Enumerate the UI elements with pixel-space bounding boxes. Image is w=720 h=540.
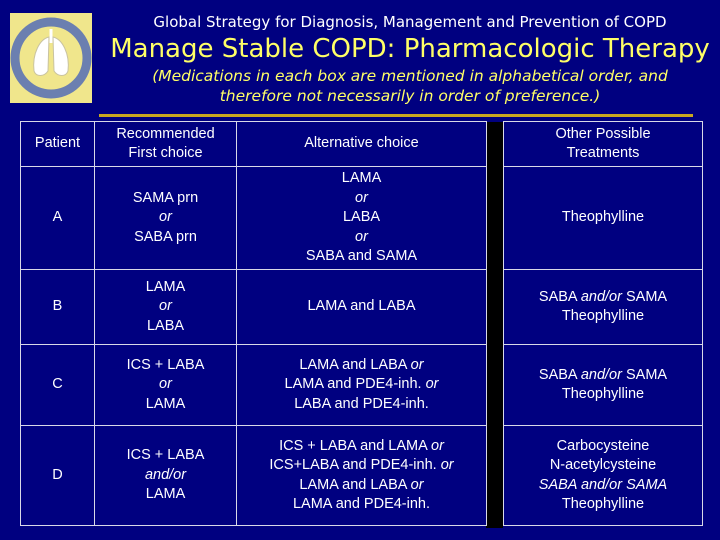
cell-text: LAMA bbox=[341, 170, 382, 187]
cell-other bbox=[504, 270, 703, 345]
cell-text: LAMA and LABA bbox=[299, 476, 411, 493]
table-row bbox=[21, 345, 703, 426]
cell-line bbox=[241, 456, 482, 476]
cell-line bbox=[508, 208, 698, 228]
cell-text: Theophylline bbox=[561, 209, 645, 226]
cell-first-choice bbox=[95, 426, 237, 526]
cell-line bbox=[99, 485, 232, 505]
col-gap bbox=[487, 122, 504, 167]
cell-connector: or bbox=[431, 437, 444, 454]
cell-line bbox=[99, 297, 232, 317]
cell-alternative bbox=[237, 345, 487, 426]
cell-text: SAMA bbox=[621, 366, 668, 383]
cell-text: LABA and PDE4-inh. bbox=[294, 395, 429, 412]
cell-first-choice bbox=[95, 270, 237, 345]
cell-text: ICS + LABA and LAMA bbox=[279, 437, 432, 454]
col-gap bbox=[487, 426, 504, 526]
col-header-other bbox=[504, 122, 703, 167]
cell-text: ICS+LABA and PDE4-inh. bbox=[269, 457, 441, 473]
col-gap bbox=[487, 345, 504, 426]
cell-patient: A bbox=[21, 167, 95, 270]
table-header-row bbox=[21, 122, 703, 167]
cell-line bbox=[99, 317, 232, 337]
cell-text: Theophylline bbox=[561, 496, 645, 512]
cell-connector: and/or bbox=[580, 366, 622, 383]
table-row bbox=[21, 270, 703, 345]
cell-text: SABA bbox=[538, 366, 581, 383]
cell-line bbox=[508, 385, 698, 405]
cell-line bbox=[241, 375, 482, 395]
cell-line bbox=[99, 356, 232, 376]
col-gap bbox=[487, 270, 504, 345]
cell-line bbox=[99, 395, 232, 415]
cell-line bbox=[241, 356, 482, 376]
cell-line bbox=[241, 395, 482, 415]
cell-line bbox=[241, 437, 482, 457]
cell-line bbox=[508, 456, 698, 476]
table-row bbox=[21, 167, 703, 270]
cell-first-choice bbox=[95, 167, 237, 270]
cell-text: LAMA and LABA bbox=[299, 356, 411, 373]
cell-line bbox=[508, 476, 698, 496]
cell-connector: or bbox=[159, 209, 172, 226]
cell-text: LAMA bbox=[145, 486, 186, 503]
header-note bbox=[100, 66, 720, 106]
cell-line bbox=[99, 446, 232, 466]
cell-text: LAMA bbox=[145, 395, 186, 412]
cell-patient: B bbox=[21, 270, 95, 345]
table-row bbox=[21, 426, 703, 526]
cell-text: LABA bbox=[342, 209, 381, 226]
cell-connector: or bbox=[355, 228, 368, 245]
cell-connector: or bbox=[159, 376, 172, 393]
cell-line bbox=[99, 278, 232, 298]
cell-text: SABA bbox=[538, 288, 581, 305]
gold-logo bbox=[10, 13, 92, 103]
cell-line bbox=[99, 375, 232, 395]
cell-patient: C bbox=[21, 345, 95, 426]
cell-patient: D bbox=[21, 426, 95, 526]
cell-text: Theophylline bbox=[561, 386, 645, 402]
cell-connector: or bbox=[440, 457, 454, 473]
cell-line bbox=[508, 307, 698, 327]
cell-text: LAMA bbox=[145, 278, 186, 295]
cell-text: SABA and SAMA bbox=[305, 248, 418, 265]
cell-first-choice bbox=[95, 345, 237, 426]
cell-line bbox=[241, 169, 482, 189]
header-note-line-1: (Medications in each box are mentioned in alphabetical order, and bbox=[152, 67, 668, 85]
cell-text: ICS + LABA bbox=[126, 447, 205, 464]
cell-line bbox=[508, 288, 698, 308]
hdr-first-line-2: First choice bbox=[128, 145, 203, 161]
cell-other bbox=[504, 167, 703, 270]
cell-line bbox=[241, 297, 482, 317]
cell-alternative bbox=[237, 167, 487, 270]
cell-text: N-acetylcysteine bbox=[549, 457, 657, 473]
cell-text: SAMA prn bbox=[132, 189, 199, 206]
cell-connector: and/or bbox=[144, 466, 187, 483]
cell-other bbox=[504, 426, 703, 526]
cell-alternative bbox=[237, 426, 487, 526]
cell-line bbox=[241, 495, 482, 515]
hdr-other-line-1: Other Possible bbox=[555, 125, 651, 142]
cell-alternative bbox=[237, 270, 487, 345]
cell-text: Theophylline bbox=[561, 308, 645, 324]
cell-text: Carbocysteine bbox=[556, 437, 650, 454]
hdr-other-line-2: Treatments bbox=[566, 145, 640, 161]
hdr-first-line-1: Recommended bbox=[116, 125, 215, 142]
cell-line bbox=[99, 189, 232, 209]
cell-line bbox=[241, 208, 482, 228]
cell-connector: or bbox=[425, 376, 439, 393]
col-header-first-choice bbox=[95, 122, 237, 167]
cell-connector: or bbox=[159, 298, 172, 315]
cell-other bbox=[504, 345, 703, 426]
cell-line bbox=[508, 495, 698, 515]
cell-line bbox=[99, 208, 232, 228]
cell-text: ICS + LABA bbox=[126, 356, 205, 373]
col-header-patient: Patient bbox=[21, 122, 95, 167]
cell-text: LAMA and PDE4-inh. bbox=[292, 496, 431, 512]
cell-connector: SABA and/or SAMA bbox=[538, 476, 668, 493]
col-gap bbox=[487, 167, 504, 270]
cell-text: LABA bbox=[146, 317, 185, 334]
cell-line bbox=[99, 228, 232, 248]
cell-line bbox=[99, 466, 232, 486]
cell-line bbox=[241, 476, 482, 496]
col-header-alternative: Alternative choice bbox=[237, 122, 487, 167]
header-org-line: Global Strategy for Diagnosis, Management and Prevention of COPD bbox=[153, 13, 667, 31]
cell-connector: or bbox=[410, 476, 424, 493]
cell-connector: or bbox=[410, 356, 424, 373]
therapy-table bbox=[20, 121, 703, 526]
cell-connector: and/or bbox=[580, 288, 622, 305]
header-rule bbox=[99, 114, 693, 117]
cell-line bbox=[508, 366, 698, 386]
cell-connector: or bbox=[355, 189, 368, 206]
cell-line bbox=[241, 247, 482, 267]
cell-line bbox=[241, 228, 482, 248]
cell-line bbox=[241, 189, 482, 209]
page-title: Manage Stable COPD: Pharmacologic Therapy bbox=[110, 34, 710, 64]
cell-text: SABA prn bbox=[134, 228, 197, 245]
cell-text: LAMA and PDE4-inh. bbox=[284, 376, 426, 393]
cell-text: LAMA and LABA bbox=[307, 298, 416, 315]
cell-line bbox=[508, 437, 698, 457]
header-note-line-2: therefore not necessarily in order of preference.) bbox=[219, 87, 601, 105]
cell-text: SAMA bbox=[621, 288, 668, 305]
